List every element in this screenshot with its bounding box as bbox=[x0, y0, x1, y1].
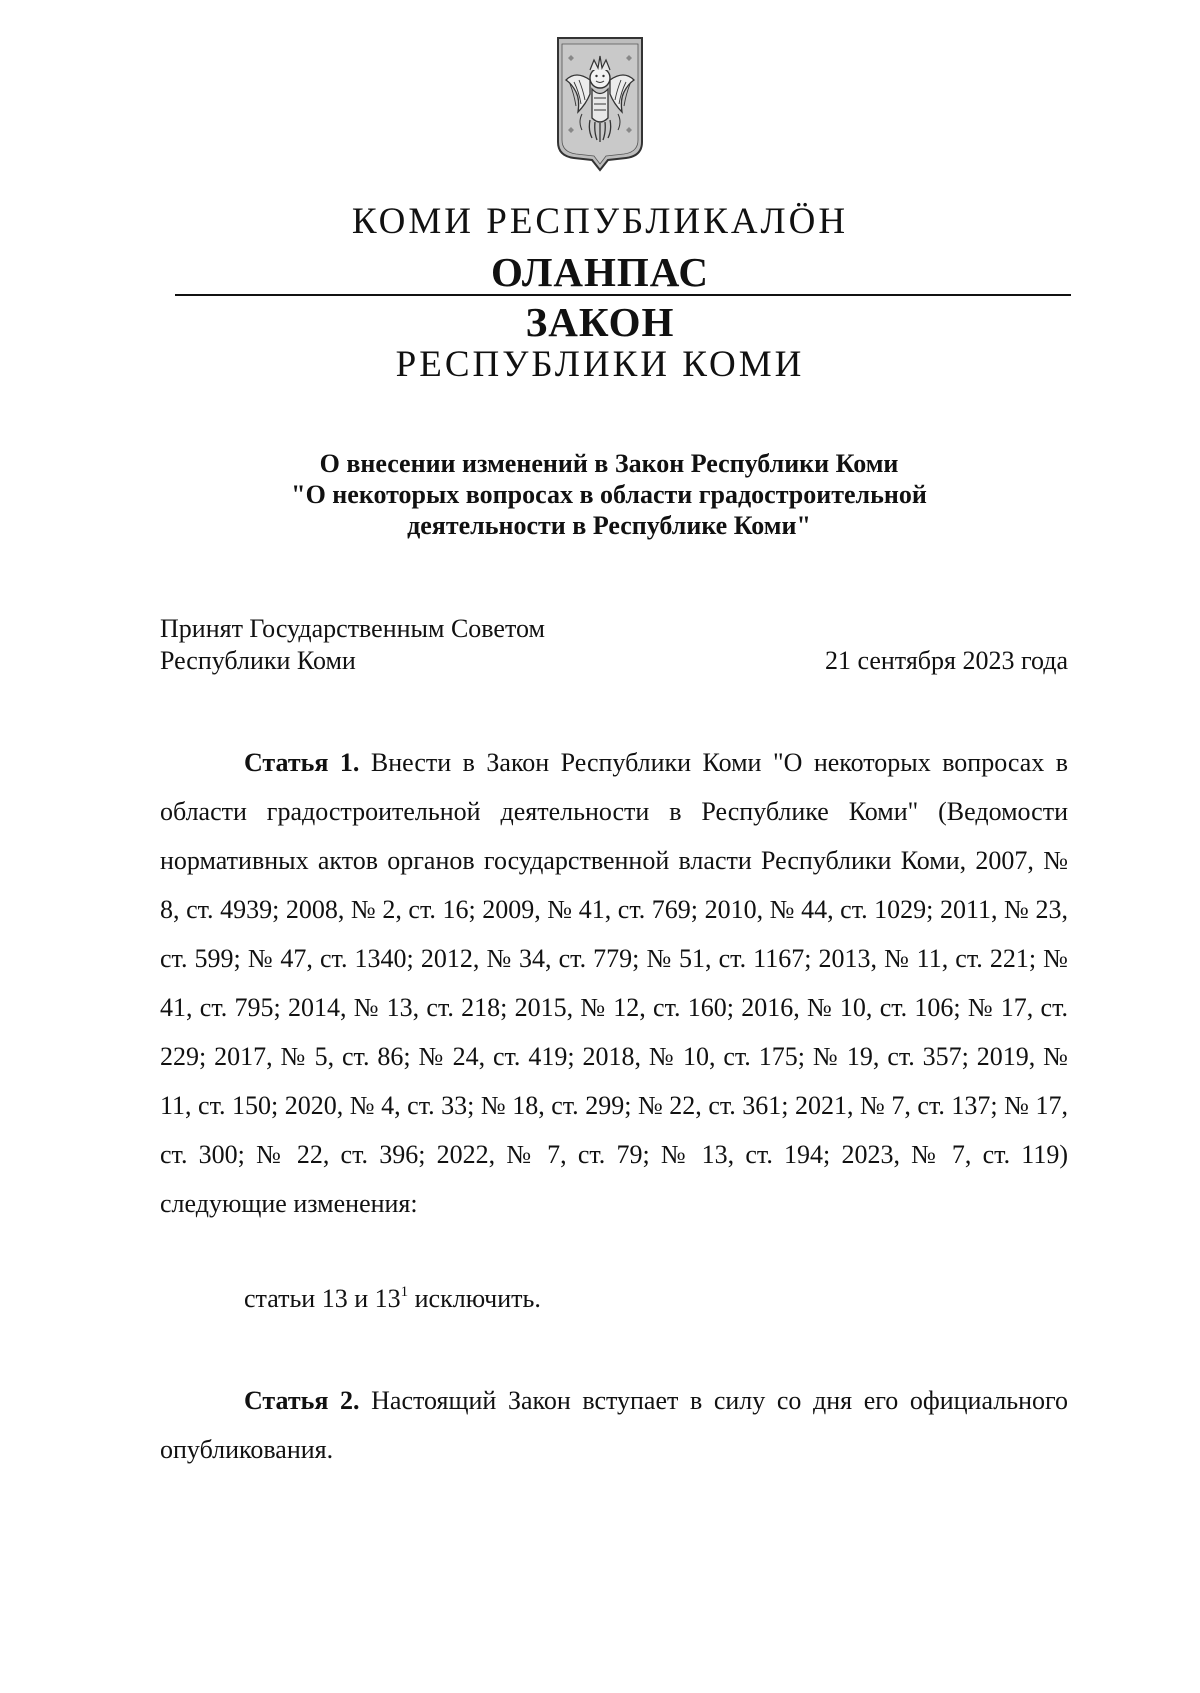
article-1-item-text: статьи 13 и 13 bbox=[244, 1284, 401, 1313]
header-komi-republic-komi-lang: КОМИ РЕСПУБЛИКАЛӦН bbox=[351, 201, 849, 242]
article-1-item-superscript: 1 bbox=[400, 1284, 409, 1300]
article-1-label: Статья 1. bbox=[244, 748, 360, 777]
adoption-body-line: Республики Коми bbox=[160, 646, 356, 675]
adoption-date: 21 сентября 2023 года bbox=[824, 646, 1068, 675]
article-1-item-text-end: исключить. bbox=[408, 1284, 541, 1313]
article-2-paragraph bbox=[160, 1376, 1068, 1474]
article-2-label: Статья 2. bbox=[244, 1386, 360, 1415]
article-1-paragraph bbox=[160, 738, 1068, 1228]
adoption-body-line: Принят Государственным Советом bbox=[160, 614, 545, 643]
header-republic-komi-russian: РЕСПУБЛИКИ КОМИ bbox=[395, 344, 805, 385]
article-1-text: Внести в Закон Республики Коми "О некоторых вопросах в области градостроительной деятельности в Республике Коми" (Ведомости нормативных актов органов государственной власти Республики Коми, 2007, № 8, ст. 4939; 2008, № 2, ст. 16; 2009, № 41, ст. 769; 2010, № 44, ст. 1029; 2011, № 23, ст. 599; № 47, ст. 1340; 2012, № 34, ст. 779; № 51, ст. 1167; 2013, № 11, ст. 221; № 41, ст. 795; 2014, № 13, ст. 218; 2015, № 12, ст. 160; 2016, № 10, ст. 106; № 17, ст. 229; 2017, № 5, ст. 86; № 24, ст. 419; 2018, № 10, ст. 175; № 19, ст. 357; 2019, № 11, ст. 150; 2020, № 4, ст. 33; № 18, ст. 299; № 22, ст. 361; 2021, № 7, ст. 137; № 17, ст. 300; № 22, ст. 396; 2022, № 7, ст. 79; № 13, ст. 194; 2023, № 7, ст. 119) следующие изменения: bbox=[160, 748, 1069, 1218]
law-title-line: деятельности в Республике Коми" bbox=[407, 511, 811, 540]
law-title-line: "О некоторых вопросах в области градостроительной bbox=[291, 480, 927, 509]
header-law-komi-lang: ОЛАНПАС bbox=[491, 249, 709, 295]
law-title bbox=[0, 448, 1200, 541]
komi-coat-of-arms-icon bbox=[552, 34, 648, 172]
header-divider bbox=[175, 294, 1071, 296]
header-law-russian: ЗАКОН bbox=[525, 299, 675, 345]
article-1-item bbox=[244, 1284, 541, 1314]
article-2-text: Настоящий Закон вступает в силу со дня его официального опубликования. bbox=[160, 1386, 1069, 1464]
law-title-line: О внесении изменений в Закон Республики Коми bbox=[319, 449, 899, 478]
